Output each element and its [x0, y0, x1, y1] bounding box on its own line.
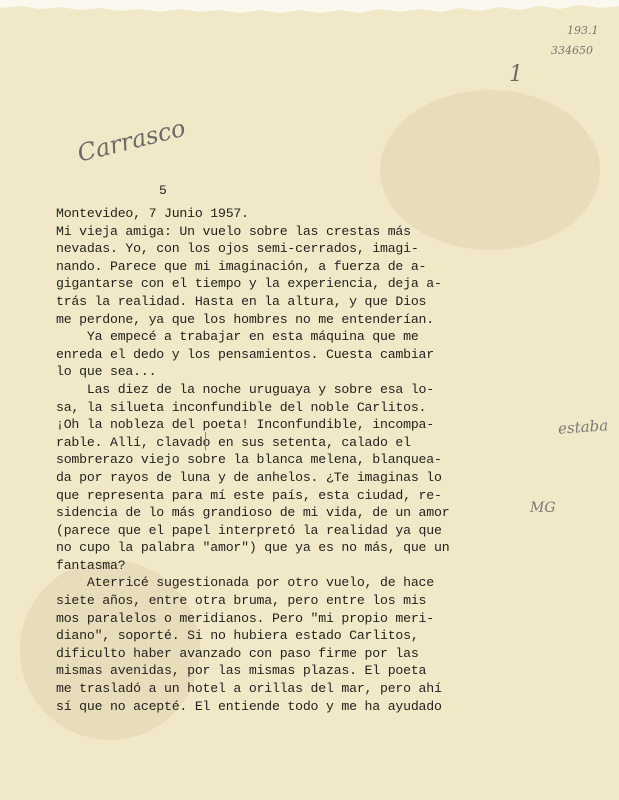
torn-top-edge [0, 0, 619, 16]
text-line: enreda el dedo y los pensamientos. Cuesta cambiar [56, 346, 434, 362]
handwritten-bracket [205, 432, 206, 450]
text-line: fantasma? [56, 557, 126, 573]
text-line: ¡Oh la nobleza del poeta! Inconfundible, incompa- [56, 417, 434, 433]
text-line: mismas avenidas, por las mismas plazas. El poeta [56, 663, 427, 679]
text-line: que representa para mí este país, esta ciudad, re- [56, 487, 442, 503]
text-line: rable. Allí, clavado en sus setenta, calado el [56, 434, 411, 450]
handwritten-heading: Carrasco [74, 113, 189, 168]
text-line: sí que no acepté. El entiende todo y me ha ayudado [56, 698, 442, 714]
text-line: gigantarse con el tiempo y la experiencia, deja a- [56, 276, 442, 292]
handwritten-page-mark: 1 [509, 62, 523, 87]
text-line: Aterricé sugestionada por otro vuelo, de hace [56, 575, 434, 591]
text-line: lo que sea... [56, 364, 157, 380]
text-line: Montevideo, 7 Junio 1957. [56, 206, 249, 221]
text-line: da por rayos de luna y de anhelos. ¿Te imaginas lo [56, 469, 442, 485]
text-line: siete años, entre otra bruma, pero entre los mis [56, 593, 427, 609]
text-line: dificulto haber avanzado con paso firme por las [56, 645, 419, 661]
archive-ref-line2: 334650 [551, 44, 593, 57]
text-line: mos paralelos o meridianos. Pero "mi propio meri- [56, 610, 434, 626]
text-line: nevadas. Yo, con los ojos semi-cerrados, imagi- [56, 241, 419, 257]
text-line: trás la realidad. Hasta en la altura, y que Dios [56, 293, 427, 309]
text-line: nando. Parece que mi imaginación, a fuerza de a- [56, 258, 427, 274]
text-line: diano", soporté. Si no hubiera estado Carlitos, [56, 628, 419, 644]
text-line: sa, la silueta inconfundible del noble Carlitos. [56, 399, 427, 415]
letter-body [56, 205, 596, 715]
text-line: Las diez de la noche uruguaya y sobre esa lo- [56, 381, 434, 397]
margin-note-estaba: estaba [557, 416, 609, 438]
text-line: sidencia de lo más grandioso de mi vida, de un amor [56, 505, 450, 521]
text-line: me trasladó a un hotel a orillas del mar, pero ahí [56, 681, 442, 697]
text-line: sombrerazo viejo sobre la blanca melena, blanquea- [56, 452, 442, 468]
page-number: 5 [159, 183, 167, 198]
text-line: me perdone, ya que los hombres no me entenderían. [56, 311, 434, 327]
text-line: no cupo la palabra "amor") que ya es no más, que un [56, 540, 450, 556]
archive-ref-line1: 193.1 [567, 24, 599, 37]
text-line: Ya empecé a trabajar en esta máquina que me [56, 329, 419, 345]
text-line: Mi vieja amiga: Un vuelo sobre las crestas más [56, 223, 411, 239]
text-line: (parece que el papel interpretó la realidad ya que [56, 522, 442, 538]
margin-note-mg: MG [530, 500, 556, 516]
